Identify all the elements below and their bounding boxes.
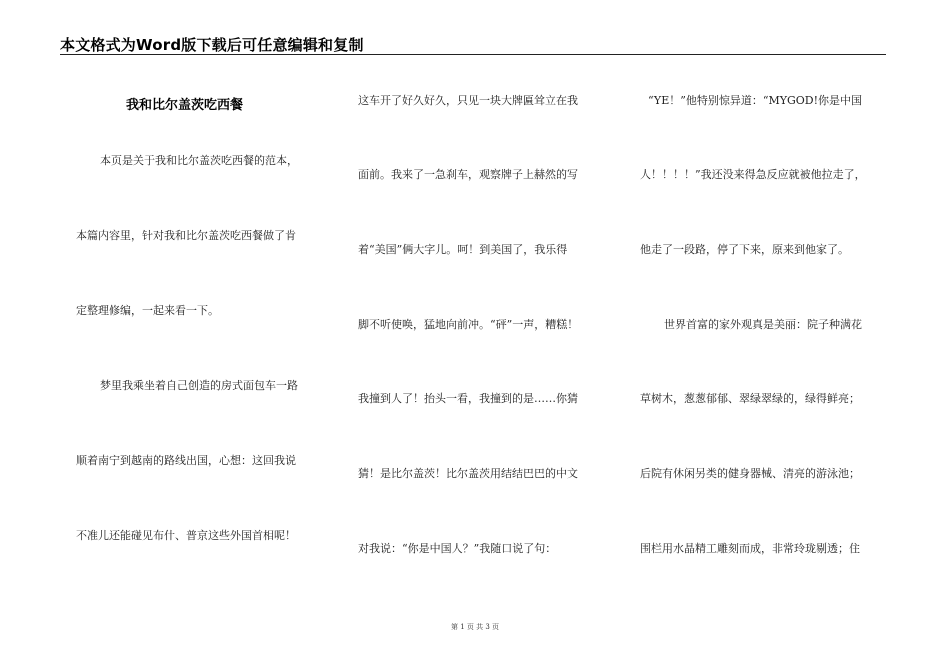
text-line: 对我说：“你是中国人？”我随口说了句： [358, 542, 557, 555]
text-line: 他走了一段路，停了下来，原来到他家了。 [640, 243, 849, 256]
article-title: 我和比尔盖茨吃西餐 [126, 98, 244, 113]
text-line: 人！！！！”我还没来得急反应就被他拉走了， [640, 168, 866, 181]
page-number: 第 1 页 共 3 页 [450, 623, 500, 631]
text-line: 这车开了好久好久，只见一块大牌匾耸立在我 [358, 94, 578, 107]
text-line: 梦里我乘坐着自己创造的房式面包车一路 [100, 379, 298, 392]
text-line: 脚不听使唤，猛地向前冲。“砰”一声，糟糕！ [358, 318, 579, 331]
text-line: 后院有休闲另类的健身器械、清亮的游泳池； [640, 467, 860, 480]
text-line: 面前。我来了一急刹车，观察牌子上赫然的写 [358, 168, 578, 181]
text-line: 我撞到人了！抬头一看，我撞到的是……你猜 [358, 392, 578, 405]
text-line: 草树木，葱葱郁郁、翠绿翠绿的，绿得鲜亮； [640, 392, 860, 405]
text-line: 定整理修编，一起来看一下。 [76, 304, 219, 317]
text-line: 世界首富的家外观真是美丽：院子种满花 [664, 318, 862, 331]
document-header-title: 本文格式为Word版下载后可任意编辑和复制 [60, 36, 364, 54]
header-divider [60, 54, 886, 55]
text-line: 本篇内容里，针对我和比尔盖茨吃西餐做了肯 [76, 229, 296, 242]
text-line: 围栏用水晶精工雕刻而成，非常玲珑剔透；住 [640, 542, 860, 555]
text-line: “YE！”他特别惊异道：“MYGOD!你是中国 [648, 94, 863, 107]
text-line: 不准儿还能碰见布什、普京这些外国首相呢！ [76, 529, 296, 542]
text-line: 着“美国”俩大字儿。呵！到美国了，我乐得 [358, 243, 568, 256]
text-line: 顺着南宁到越南的路线出国，心想：这回我说 [76, 454, 296, 467]
text-line: 猜！是比尔盖茨！比尔盖茨用结结巴巴的中文 [358, 467, 578, 480]
text-line: 本页是关于我和比尔盖茨吃西餐的范本， [100, 154, 298, 167]
